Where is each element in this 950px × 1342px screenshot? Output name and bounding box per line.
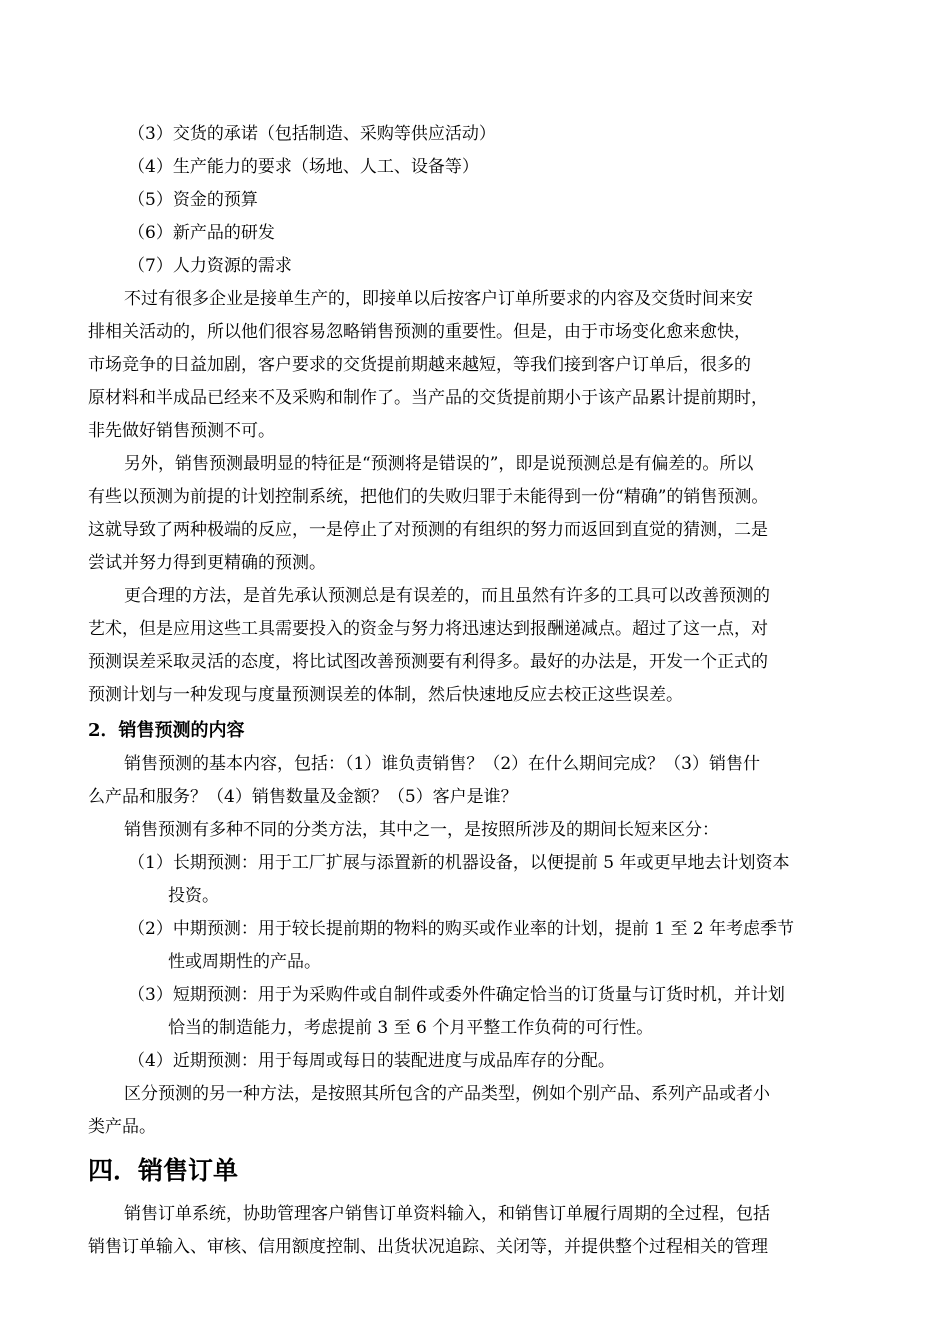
- text-line: 区分预测的另一种方法，是按照其所包含的产品类型，例如个别产品、系列产品或者小: [124, 1084, 770, 1104]
- list-item-continuation: 恰当的制造能力，考虑提前 3 至 6 个月平整工作负荷的可行性。: [168, 1018, 654, 1038]
- list-item: [88, 1045, 863, 1078]
- paragraph-sales-order: [88, 1198, 863, 1264]
- list-item: [88, 847, 863, 913]
- list-item-text: （2）中期预测：用于较长提前期的物料的购买或作业率的计划，提前 1 至 2 年考虑季节: [128, 919, 795, 939]
- text-line: 艺术，但是应用这些工具需要投入的资金与努力将迅速达到报酬递减点。超过了这一点，对: [88, 619, 768, 639]
- text-line: 非先做好销售预测不可。: [88, 421, 275, 441]
- text-line: 尝试并努力得到更精确的预测。: [88, 553, 326, 573]
- paragraph-forecast-error: [88, 448, 863, 580]
- list-item-continuation: 性或周期性的产品。: [168, 952, 321, 972]
- paragraph-forecast-content: [88, 748, 863, 814]
- list-item: （3）交货的承诺（包括制造、采购等供应活动）: [128, 124, 496, 144]
- text-line: 预测计划与一种发现与度量预测误差的体制，然后快速地反应去校正这些误差。: [88, 685, 683, 705]
- list-item-text: （3）短期预测：用于为采购件或自制件或委外件确定恰当的订货量与订货时机，并计划: [128, 985, 785, 1005]
- text-line: 销售预测的基本内容，包括：（1）谁负责销售？（2）在什么期间完成？（3）销售什: [124, 754, 760, 774]
- text-line: 不过有很多企业是接单生产的，即接单以后按客户订单所要求的内容及交货时间来安: [124, 289, 753, 309]
- text-line: 预测误差采取灵活的态度，将比试图改善预测要有利得多。最好的办法是，开发一个正式的: [88, 652, 768, 672]
- document-page: [88, 118, 863, 1264]
- chapter-heading: 四．销售订单: [88, 1156, 239, 1185]
- list-item: （5）资金的预算: [128, 190, 258, 210]
- list-item: [88, 979, 863, 1045]
- text-line: 有些以预测为前提的计划控制系统，把他们的失败归罪于未能得到一份“精确”的销售预测。: [88, 487, 769, 507]
- paragraph-make-to-order: [88, 283, 863, 448]
- paragraph-classification: 销售预测有多种不同的分类方法，其中之一，是按照所涉及的期间长短来区分：: [124, 820, 719, 840]
- text-line: 市场竞争的日益加剧，客户要求的交货提前期越来越短，等我们接到客户订单后，很多的: [88, 355, 751, 375]
- list-item: （6）新产品的研发: [128, 223, 275, 243]
- text-line: 类产品。: [88, 1117, 156, 1137]
- text-line: 原材料和半成品已经来不及采购和制作了。当产品的交货提前期小于该产品累计提前期时，: [88, 388, 768, 408]
- requirements-list: [88, 118, 863, 283]
- list-item: （7）人力资源的需求: [128, 256, 292, 276]
- paragraph-product-type: [88, 1078, 863, 1144]
- list-item-text: （1）长期预测：用于工厂扩展与添置新的机器设备，以便提前 5 年或更早地去计划资本: [128, 853, 790, 873]
- text-line: 另外，销售预测最明显的特征是“预测将是错误的”，即是说预测总是有偏差的。所以: [124, 454, 754, 474]
- text-line: 么产品和服务？（4）销售数量及金额？（5）客户是谁？: [88, 787, 518, 807]
- text-line: 销售订单系统，协助管理客户销售订单资料输入，和销售订单履行周期的全过程，包括: [124, 1204, 770, 1224]
- forecast-types-list: [88, 847, 863, 1078]
- text-line: 销售订单输入、审核、信用额度控制、出货状况追踪、关闭等，并提供整个过程相关的管理: [88, 1237, 768, 1257]
- list-item: [88, 913, 863, 979]
- text-line: 排相关活动的，所以他们很容易忽略销售预测的重要性。但是，由于市场变化愈来愈快，: [88, 322, 751, 342]
- list-item-text: （4）近期预测：用于每周或每日的装配进度与成品库存的分配。: [128, 1051, 615, 1071]
- text-line: 这就导致了两种极端的反应，一是停止了对预测的有组织的努力而返回到直觉的猜测，二是: [88, 520, 768, 540]
- list-item-continuation: 投资。: [168, 886, 219, 906]
- section-heading: 2．销售预测的内容: [88, 720, 245, 741]
- list-item: （4）生产能力的要求（场地、人工、设备等）: [128, 157, 479, 177]
- paragraph-reasonable-method: [88, 580, 863, 712]
- text-line: 更合理的方法，是首先承认预测总是有误差的，而且虽然有许多的工具可以改善预测的: [124, 586, 770, 606]
